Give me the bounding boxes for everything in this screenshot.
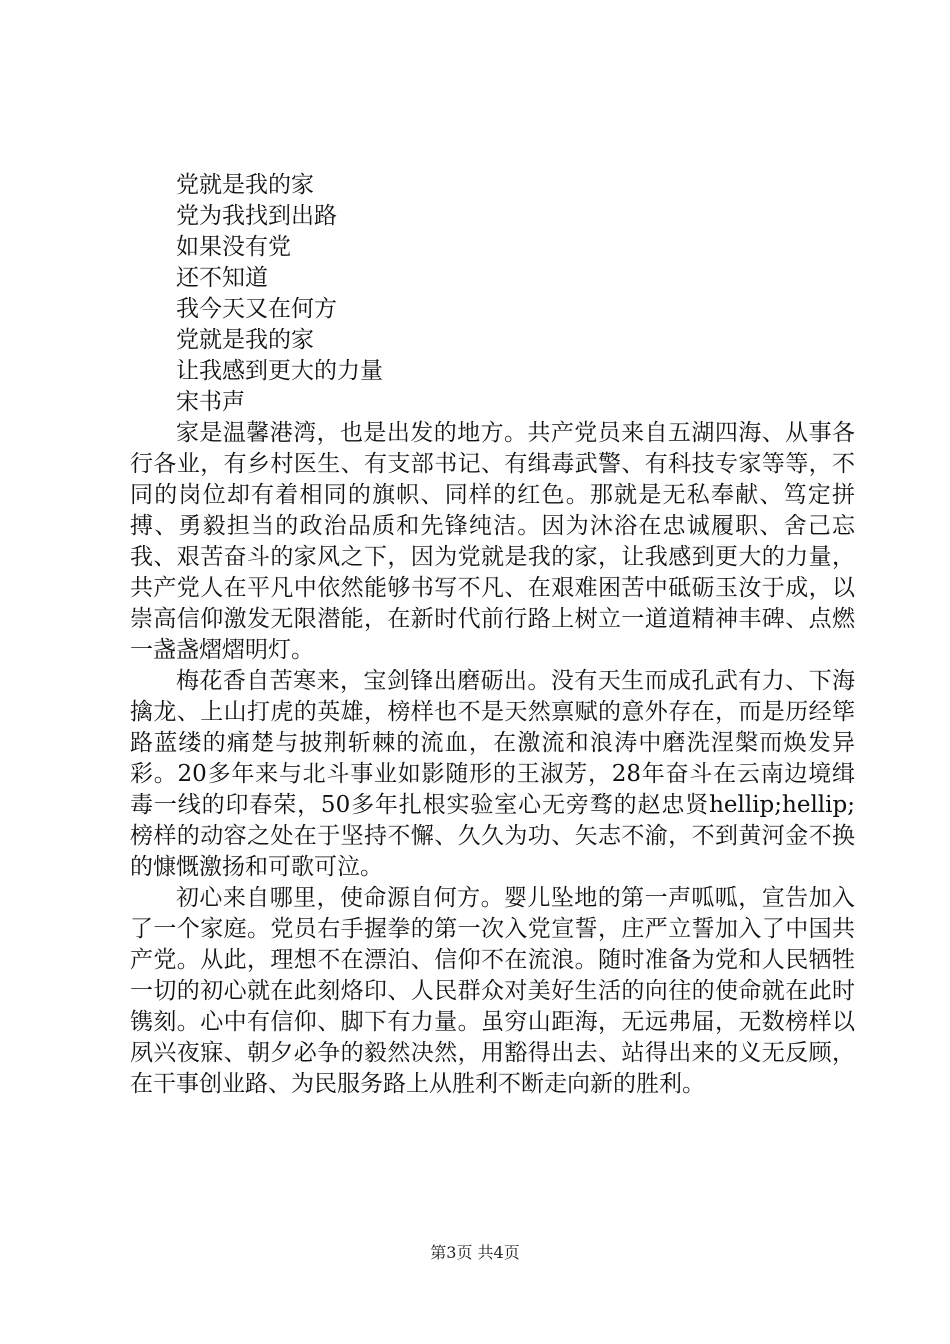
body-paragraph: 家是温馨港湾，也是出发的地方。共产党员来自五湖四海、从事各行各业，有乡村医生、有支部书记、有缉毒武警、有科技专家等等，不同的岗位却有着相同的旗帜、同样的红色。那就是无私奉献、笃定拼搏、勇毅担当的政治品质和先锋纯洁。因为沐浴在忠诚履职、舍己忘我、艰苦奋斗的家风之下，因为党就是我的家，让我感到更大的力量，共产党人在平凡中依然能够书写不凡、在艰难困苦中砥砺玉汝于成，以崇高信仰激发无限潜能，在新时代前行路上树立一道道精神丰碑、点燃一盏盏熠熠明灯。 [130, 420, 855, 663]
poem-line: 党为我找到出路 [176, 203, 337, 229]
page-footer: 第3页 共4页 [430, 1243, 520, 1262]
poem-line: 我今天又在何方 [176, 296, 337, 322]
poem-author: 宋书声 [176, 389, 245, 415]
poem-line: 党就是我的家 [176, 172, 314, 198]
document-body [130, 170, 855, 1100]
poem-line: 党就是我的家 [176, 327, 314, 353]
poem-line: 还不知道 [176, 265, 268, 291]
poem-line: 如果没有党 [176, 234, 291, 260]
poem [130, 170, 855, 418]
body-paragraph: 梅花香自苦寒来，宝剑锋出磨砺出。没有天生而成孔武有力、下海擒龙、上山打虎的英雄，榜样也不是天然禀赋的意外存在，而是历经筚路蓝缕的痛楚与披荆斩棘的流血，在激流和浪涛中磨洗涅槃而焕发异彩。20多年来与北斗事业如影随形的王淑芳，28年奋斗在云南边境缉毒一线的印春荣，50多年扎根实验室心无旁骛的赵忠贤hellip;hellip;榜样的动容之处在于坚持不懈、久久为功、矢志不渝，不到黄河金不换的慷慨激扬和可歌可泣。 [130, 668, 855, 880]
body-paragraph: 初心来自哪里，使命源自何方。婴儿坠地的第一声呱呱，宣告加入了一个家庭。党员右手握拳的第一次入党宣誓，庄严立誓加入了中国共产党。从此，理想不在漂泊、信仰不在流浪。随时准备为党和人民牺牲一切的初心就在此刻烙印、人民群众对美好生活的向往的使命就在此时镌刻。心中有信仰、脚下有力量。虽穷山距海，无远弗届，无数榜样以夙兴夜寐、朝夕必争的毅然决然，用豁得出去、站得出来的义无反顾，在干事创业路、为民服务路上从胜利不断走向新的胜利。 [130, 885, 855, 1097]
poem-line: 让我感到更大的力量 [176, 358, 383, 384]
